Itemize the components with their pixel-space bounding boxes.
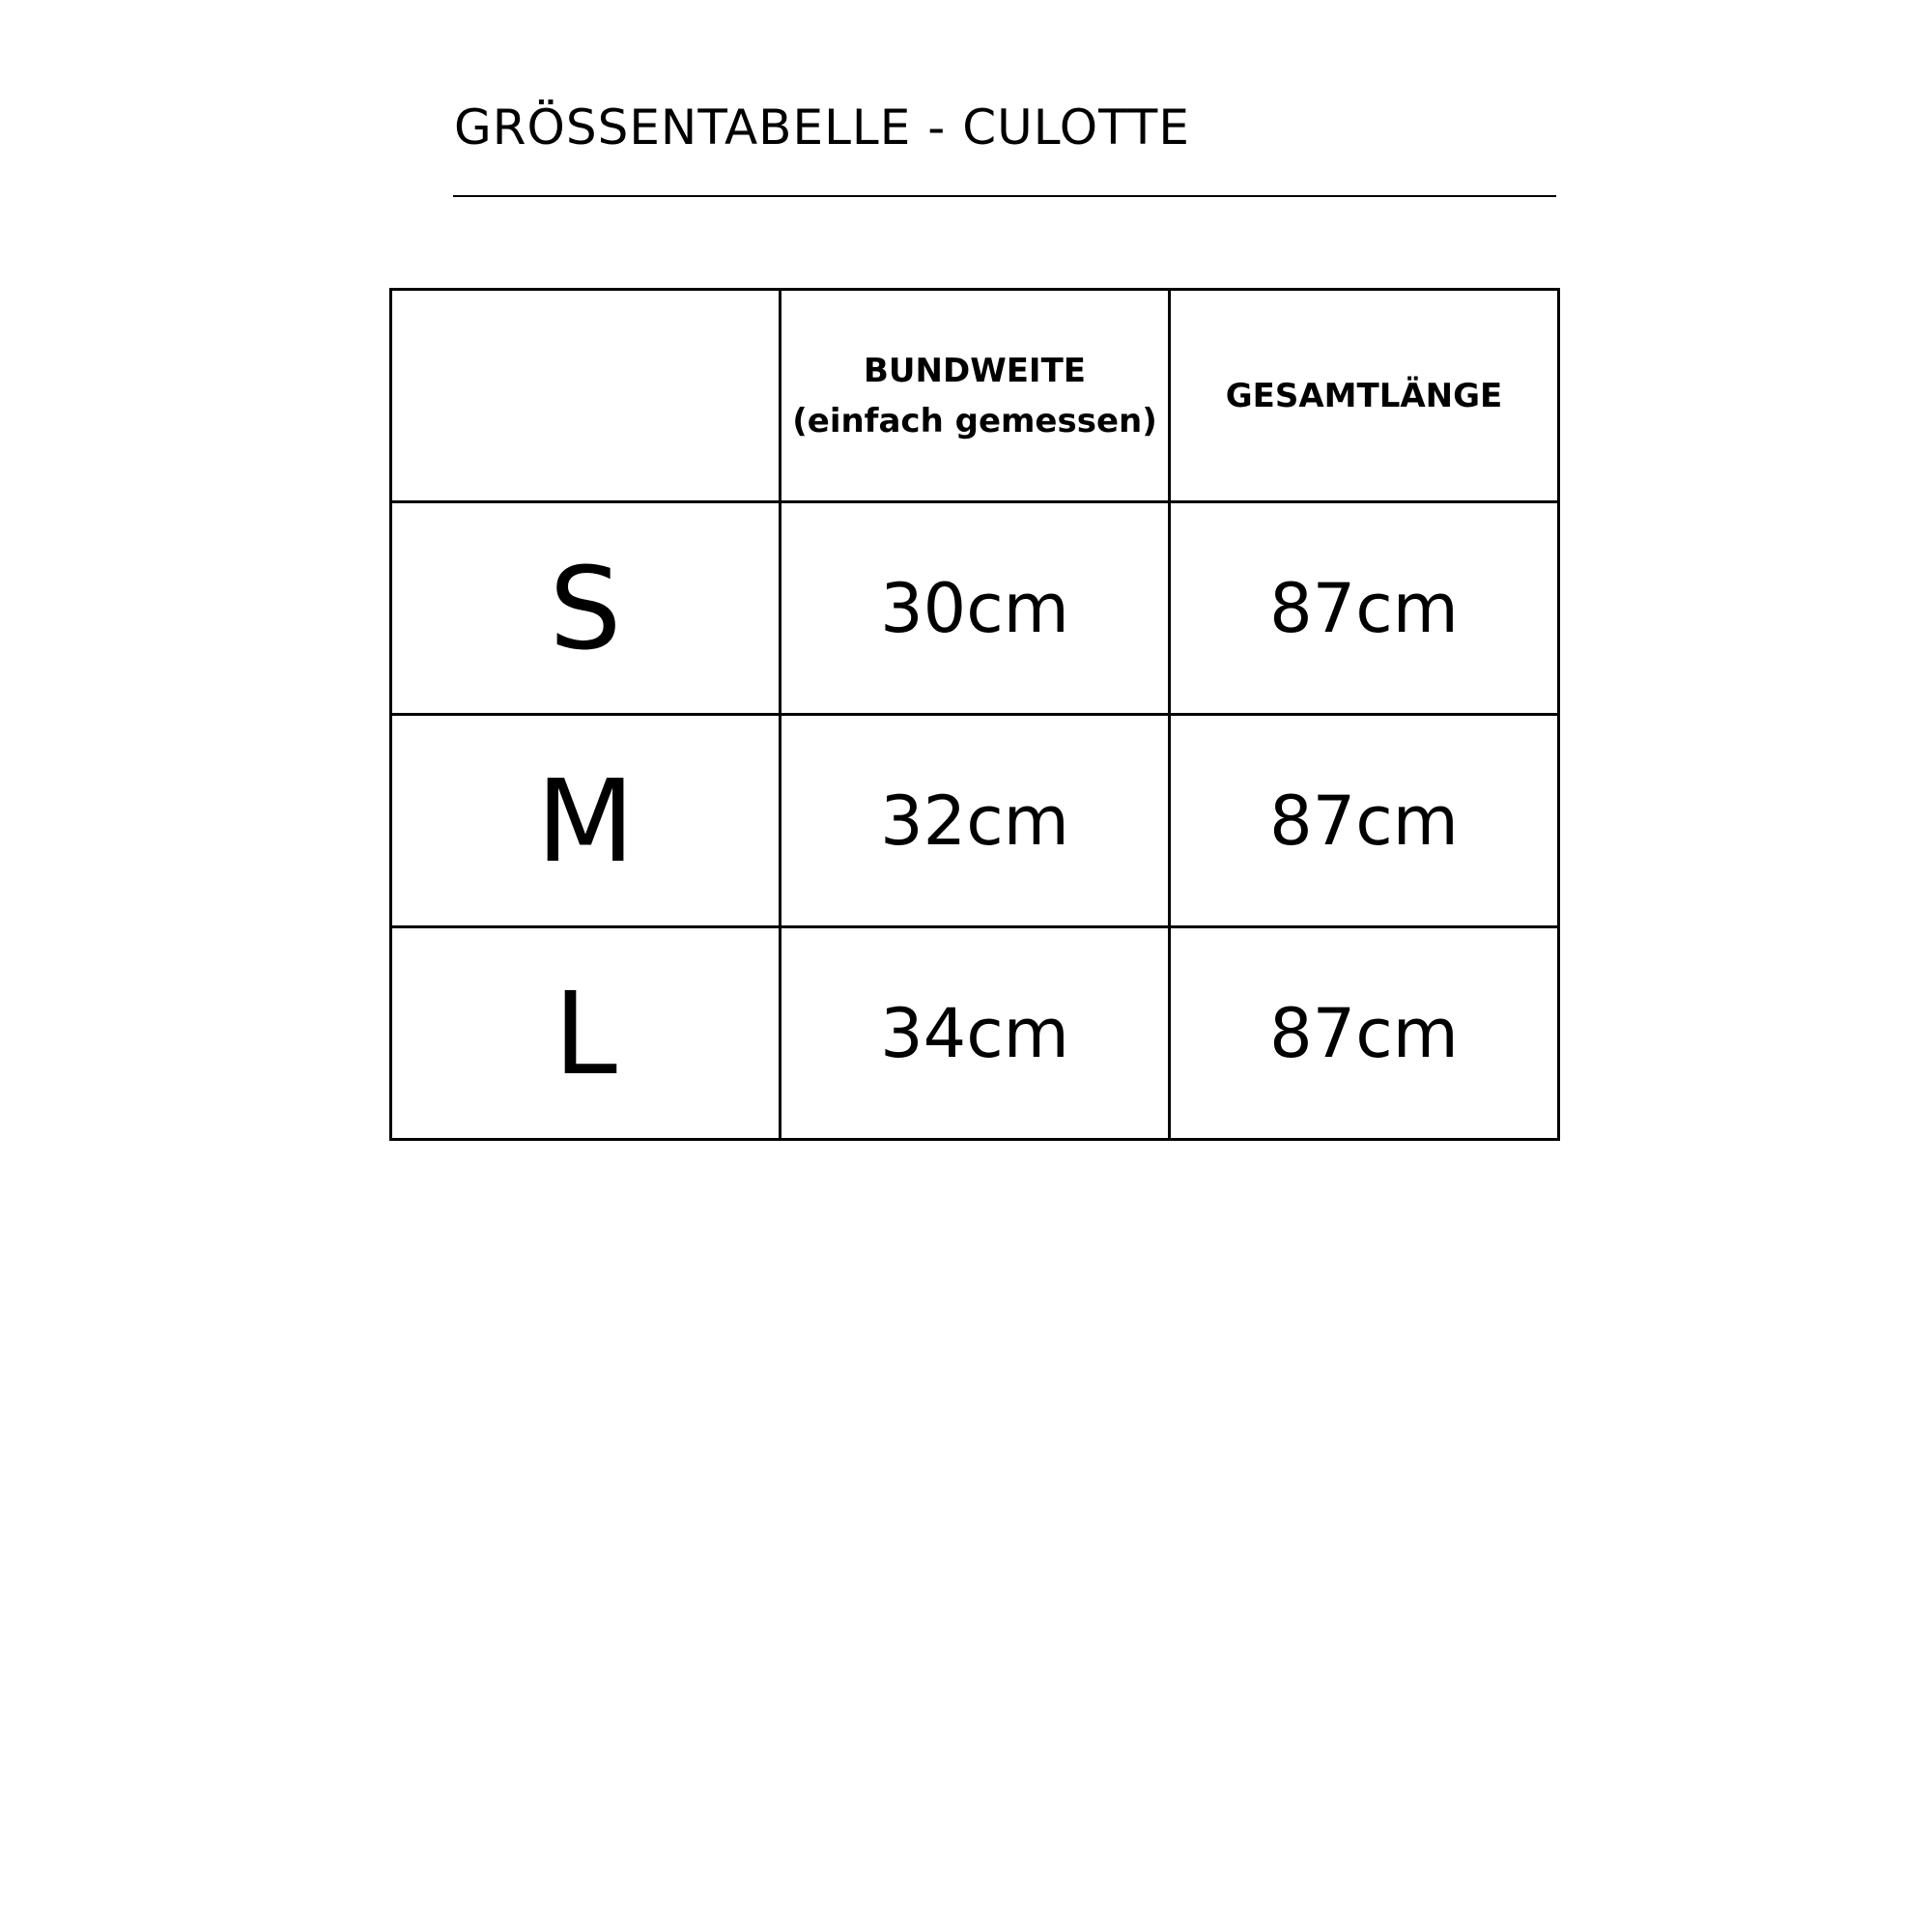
- header-waist-note: (einfach gemessen): [792, 401, 1157, 440]
- length-value: 87cm: [1170, 502, 1559, 715]
- size-label-m: M: [391, 715, 781, 927]
- waist-value: 32cm: [781, 715, 1170, 927]
- size-label-s: S: [391, 502, 781, 715]
- table-row: [391, 502, 1559, 715]
- header-waist-title: BUNDWEITE: [864, 351, 1086, 390]
- title-divider: [453, 195, 1556, 197]
- waist-value: 30cm: [781, 502, 1170, 715]
- header-length: GESAMTLÄNGE: [1170, 290, 1559, 502]
- length-value: 87cm: [1170, 927, 1559, 1140]
- table-header-row: [391, 290, 1559, 502]
- length-value: 87cm: [1170, 715, 1559, 927]
- waist-value: 34cm: [781, 927, 1170, 1140]
- header-corner-cell: [391, 290, 781, 502]
- table-row: [391, 715, 1559, 927]
- size-table: [389, 288, 1560, 1141]
- table-row: [391, 927, 1559, 1140]
- page-title: GRÖSSENTABELLE - CULOTTE: [454, 99, 1190, 156]
- header-waist: [781, 290, 1170, 502]
- size-label-l: L: [391, 927, 781, 1140]
